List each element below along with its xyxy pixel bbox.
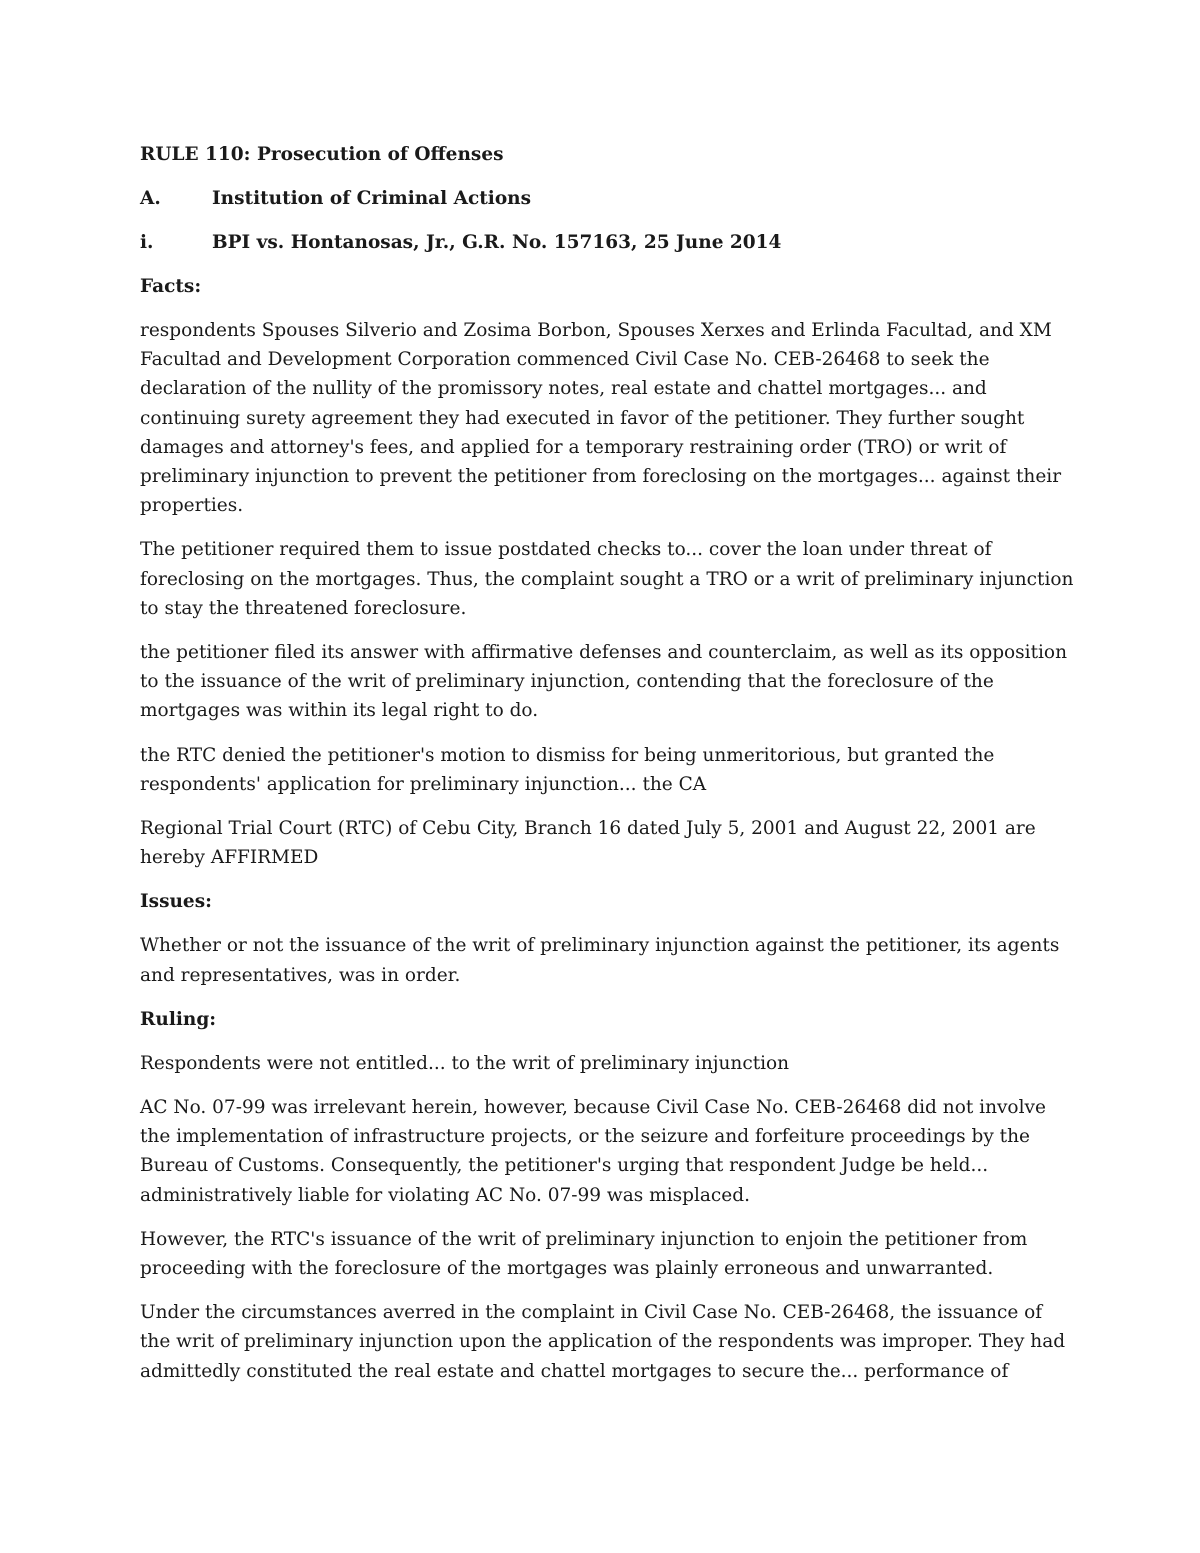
section-title: Institution of Criminal Actions [212, 188, 532, 209]
facts-heading: Facts: [140, 276, 202, 297]
document-page [140, 140, 1075, 1401]
facts-paragraph: the RTC denied the petitioner's motion to dismiss for being unmeritorious, but granted the respondents' application for preliminary injunction... the CA [140, 744, 995, 795]
ruling-paragraph: However, the RTC's issuance of the writ of preliminary injunction to enjoin the petitioner from proceeding with the foreclosure of the mortgages was plainly erroneous and unwarranted. [140, 1228, 1028, 1280]
ruling-paragraph: Under the circumstances averred in the complaint in Civil Case No. CEB-26468, the issuance of the writ of preliminary injunction upon the application of the respondents was improper. They had admittedly constituted the real estate and chattel mortgages to secure the... performance of [140, 1302, 1066, 1382]
section-marker: A. [140, 188, 161, 209]
case-marker: i. [140, 232, 154, 253]
issues-heading: Issues: [140, 891, 212, 913]
issues-paragraph: Whether or not the issuance of the writ of preliminary injunction against the petitioner, its agents and representatives, was in order. [140, 935, 1060, 986]
facts-paragraph: respondents Spouses Silverio and Zosima Borbon, Spouses Xerxes and Erlinda Facultad, and XM Facultad and Development Corporation commenced Civil Case No. CEB-26468 to seek the declaration of the nullity of the promissory notes, real estate and chattel mortgages... and continuing surety agreement they had executed in favor of the petitioner. They further sought damages and attorney's fees, and applied for a temporary restraining order (TRO) or writ of preliminary injunction to prevent the petitioner from foreclosing on the mortgages... against their properties. [140, 320, 1062, 517]
section-heading [140, 184, 1075, 213]
ruling-heading: Ruling: [140, 1008, 217, 1030]
facts-paragraph: the petitioner filed its answer with affirmative defenses and counterclaim, as well as its opposition to the issuance of the writ of preliminary injunction, contending that the foreclosure of the mortgages was within its legal right to do. [140, 642, 1067, 722]
case-heading [140, 228, 1075, 257]
facts-paragraph: The petitioner required them to issue postdated checks to... cover the loan under threat of foreclosing on the mortgages. Thus, the complaint sought a TRO or a writ of preliminary injunction to stay the threatened foreclosure. [140, 539, 1074, 619]
rule-title: RULE 110: Prosecution of Offenses [140, 144, 504, 165]
ruling-paragraph: AC No. 07-99 was irrelevant herein, however, because Civil Case No. CEB-26468 did not involve the implementation of infrastructure projects, or the seizure and forfeiture proceedings by the Bureau of Customs. Consequently, the petitioner's urging that respondent Judge be held... administratively liable for violating AC No. 07-99 was misplaced. [140, 1097, 1046, 1206]
case-title: BPI vs. Hontanosas, Jr., G.R. No. 157163, 25 June 2014 [212, 232, 782, 253]
ruling-paragraph: Respondents were not entitled... to the writ of preliminary injunction [140, 1052, 790, 1074]
facts-paragraph: Regional Trial Court (RTC) of Cebu City, Branch 16 dated July 5, 2001 and August 22, 2001 are hereby AFFIRMED [140, 818, 1036, 869]
